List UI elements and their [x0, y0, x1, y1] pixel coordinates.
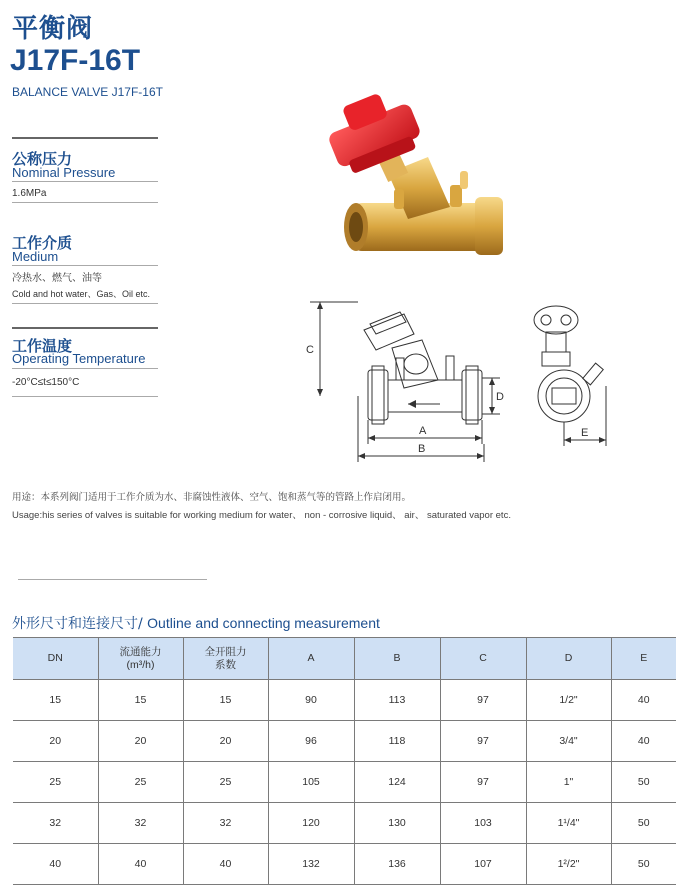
dimension-drawing	[300, 296, 630, 466]
table-cell: 40	[611, 680, 676, 721]
table-cell: 50	[611, 844, 676, 885]
table-cell: 1"	[526, 762, 611, 803]
table-cell: 25	[98, 762, 183, 803]
header-a: A	[268, 638, 354, 680]
medium-value-cn: 冷热水、燃气、油等	[12, 273, 102, 284]
table-cell: 50	[611, 803, 676, 844]
table-cell: 97	[440, 721, 526, 762]
medium-label-cn: 工作介质	[12, 234, 73, 252]
table-row	[13, 680, 676, 721]
divider	[12, 303, 158, 304]
header-resistance: 全开阻力 系数	[183, 638, 268, 680]
table-row	[13, 803, 676, 844]
table-cell: 1²/2"	[526, 844, 611, 885]
dim-label-d: D	[496, 391, 504, 403]
table-cell: 15	[183, 680, 268, 721]
page-title-cn: 平衡阀	[12, 14, 94, 44]
dim-label-c: C	[306, 344, 314, 356]
table-cell: 32	[98, 803, 183, 844]
table-cell: 1/2"	[526, 680, 611, 721]
table-row	[13, 844, 676, 885]
table-cell: 120	[268, 803, 354, 844]
medium-label-en: Medium	[12, 249, 59, 264]
header-e: E	[611, 638, 676, 680]
divider	[12, 368, 158, 369]
header-b: B	[354, 638, 440, 680]
usage-text-en: Usage:his series of valves is suitable for working medium for water、 non - corrosive liquid、 air、 saturated vapor etc.	[12, 510, 511, 521]
dim-label-b: B	[418, 443, 426, 455]
table-cell: 50	[611, 762, 676, 803]
table-cell: 97	[440, 762, 526, 803]
table-cell: 96	[268, 721, 354, 762]
table-cell: 136	[354, 844, 440, 885]
divider	[12, 396, 158, 397]
pressure-value: 1.6MPa	[12, 188, 47, 199]
temperature-value: -20°C≤t≤150°C	[12, 377, 80, 388]
table-cell: 132	[268, 844, 354, 885]
table-cell: 20	[13, 721, 98, 762]
table-cell: 25	[13, 762, 98, 803]
table-cell: 124	[354, 762, 440, 803]
divider	[12, 327, 158, 329]
divider	[12, 137, 158, 139]
table-title	[12, 613, 380, 633]
table-cell: 25	[183, 762, 268, 803]
table-cell: 20	[183, 721, 268, 762]
temperature-label-en: Operating Temperature	[12, 351, 146, 366]
table-cell: 40	[98, 844, 183, 885]
table-cell: 15	[13, 680, 98, 721]
table-cell: 118	[354, 721, 440, 762]
pressure-label-en: Nominal Pressure	[12, 165, 116, 180]
header-c: C	[440, 638, 526, 680]
divider	[12, 202, 158, 203]
header-flow-capacity: 流通能力 (m³/h)	[98, 638, 183, 680]
dim-label-a: A	[419, 425, 427, 437]
table-cell: 40	[13, 844, 98, 885]
table-cell: 90	[268, 680, 354, 721]
table-cell: 130	[354, 803, 440, 844]
model-number: J17F-16T	[10, 44, 141, 77]
table-cell: 107	[440, 844, 526, 885]
table-cell: 32	[13, 803, 98, 844]
divider	[12, 181, 158, 182]
dim-label-e: E	[581, 427, 589, 439]
table-cell: 105	[268, 762, 354, 803]
valve-product-image	[310, 85, 520, 265]
divider	[12, 265, 158, 266]
header-d: D	[526, 638, 611, 680]
table-title-cn: 外形尺寸和连接尺寸/	[12, 616, 143, 632]
table-cell: 40	[183, 844, 268, 885]
table-cell: 15	[98, 680, 183, 721]
table-cell: 97	[440, 680, 526, 721]
header-dn: DN	[13, 638, 98, 680]
dimension-table	[13, 637, 676, 885]
table-row	[13, 721, 676, 762]
table-row	[13, 762, 676, 803]
temperature-label-cn: 工作温度	[12, 337, 73, 355]
table-cell: 103	[440, 803, 526, 844]
medium-value-en: Cold and hot water、Gas、Oil etc.	[12, 289, 151, 299]
table-cell: 32	[183, 803, 268, 844]
page-title-en: BALANCE VALVE J17F-16T	[12, 85, 163, 99]
table-cell: 3/4"	[526, 721, 611, 762]
table-cell: 1¹/4"	[526, 803, 611, 844]
divider	[18, 579, 207, 580]
usage-text-cn: 用途：本系列阀门适用于工作介质为水、非腐蚀性液体、空气、饱和蒸气等的管路上作启闭用。	[12, 492, 412, 503]
table-cell: 20	[98, 721, 183, 762]
table-cell: 113	[354, 680, 440, 721]
table-cell: 40	[611, 721, 676, 762]
table-header-row	[13, 638, 676, 680]
pressure-label-cn: 公称压力	[12, 150, 73, 168]
table-title-en: Outline and connecting measurement	[147, 615, 380, 631]
